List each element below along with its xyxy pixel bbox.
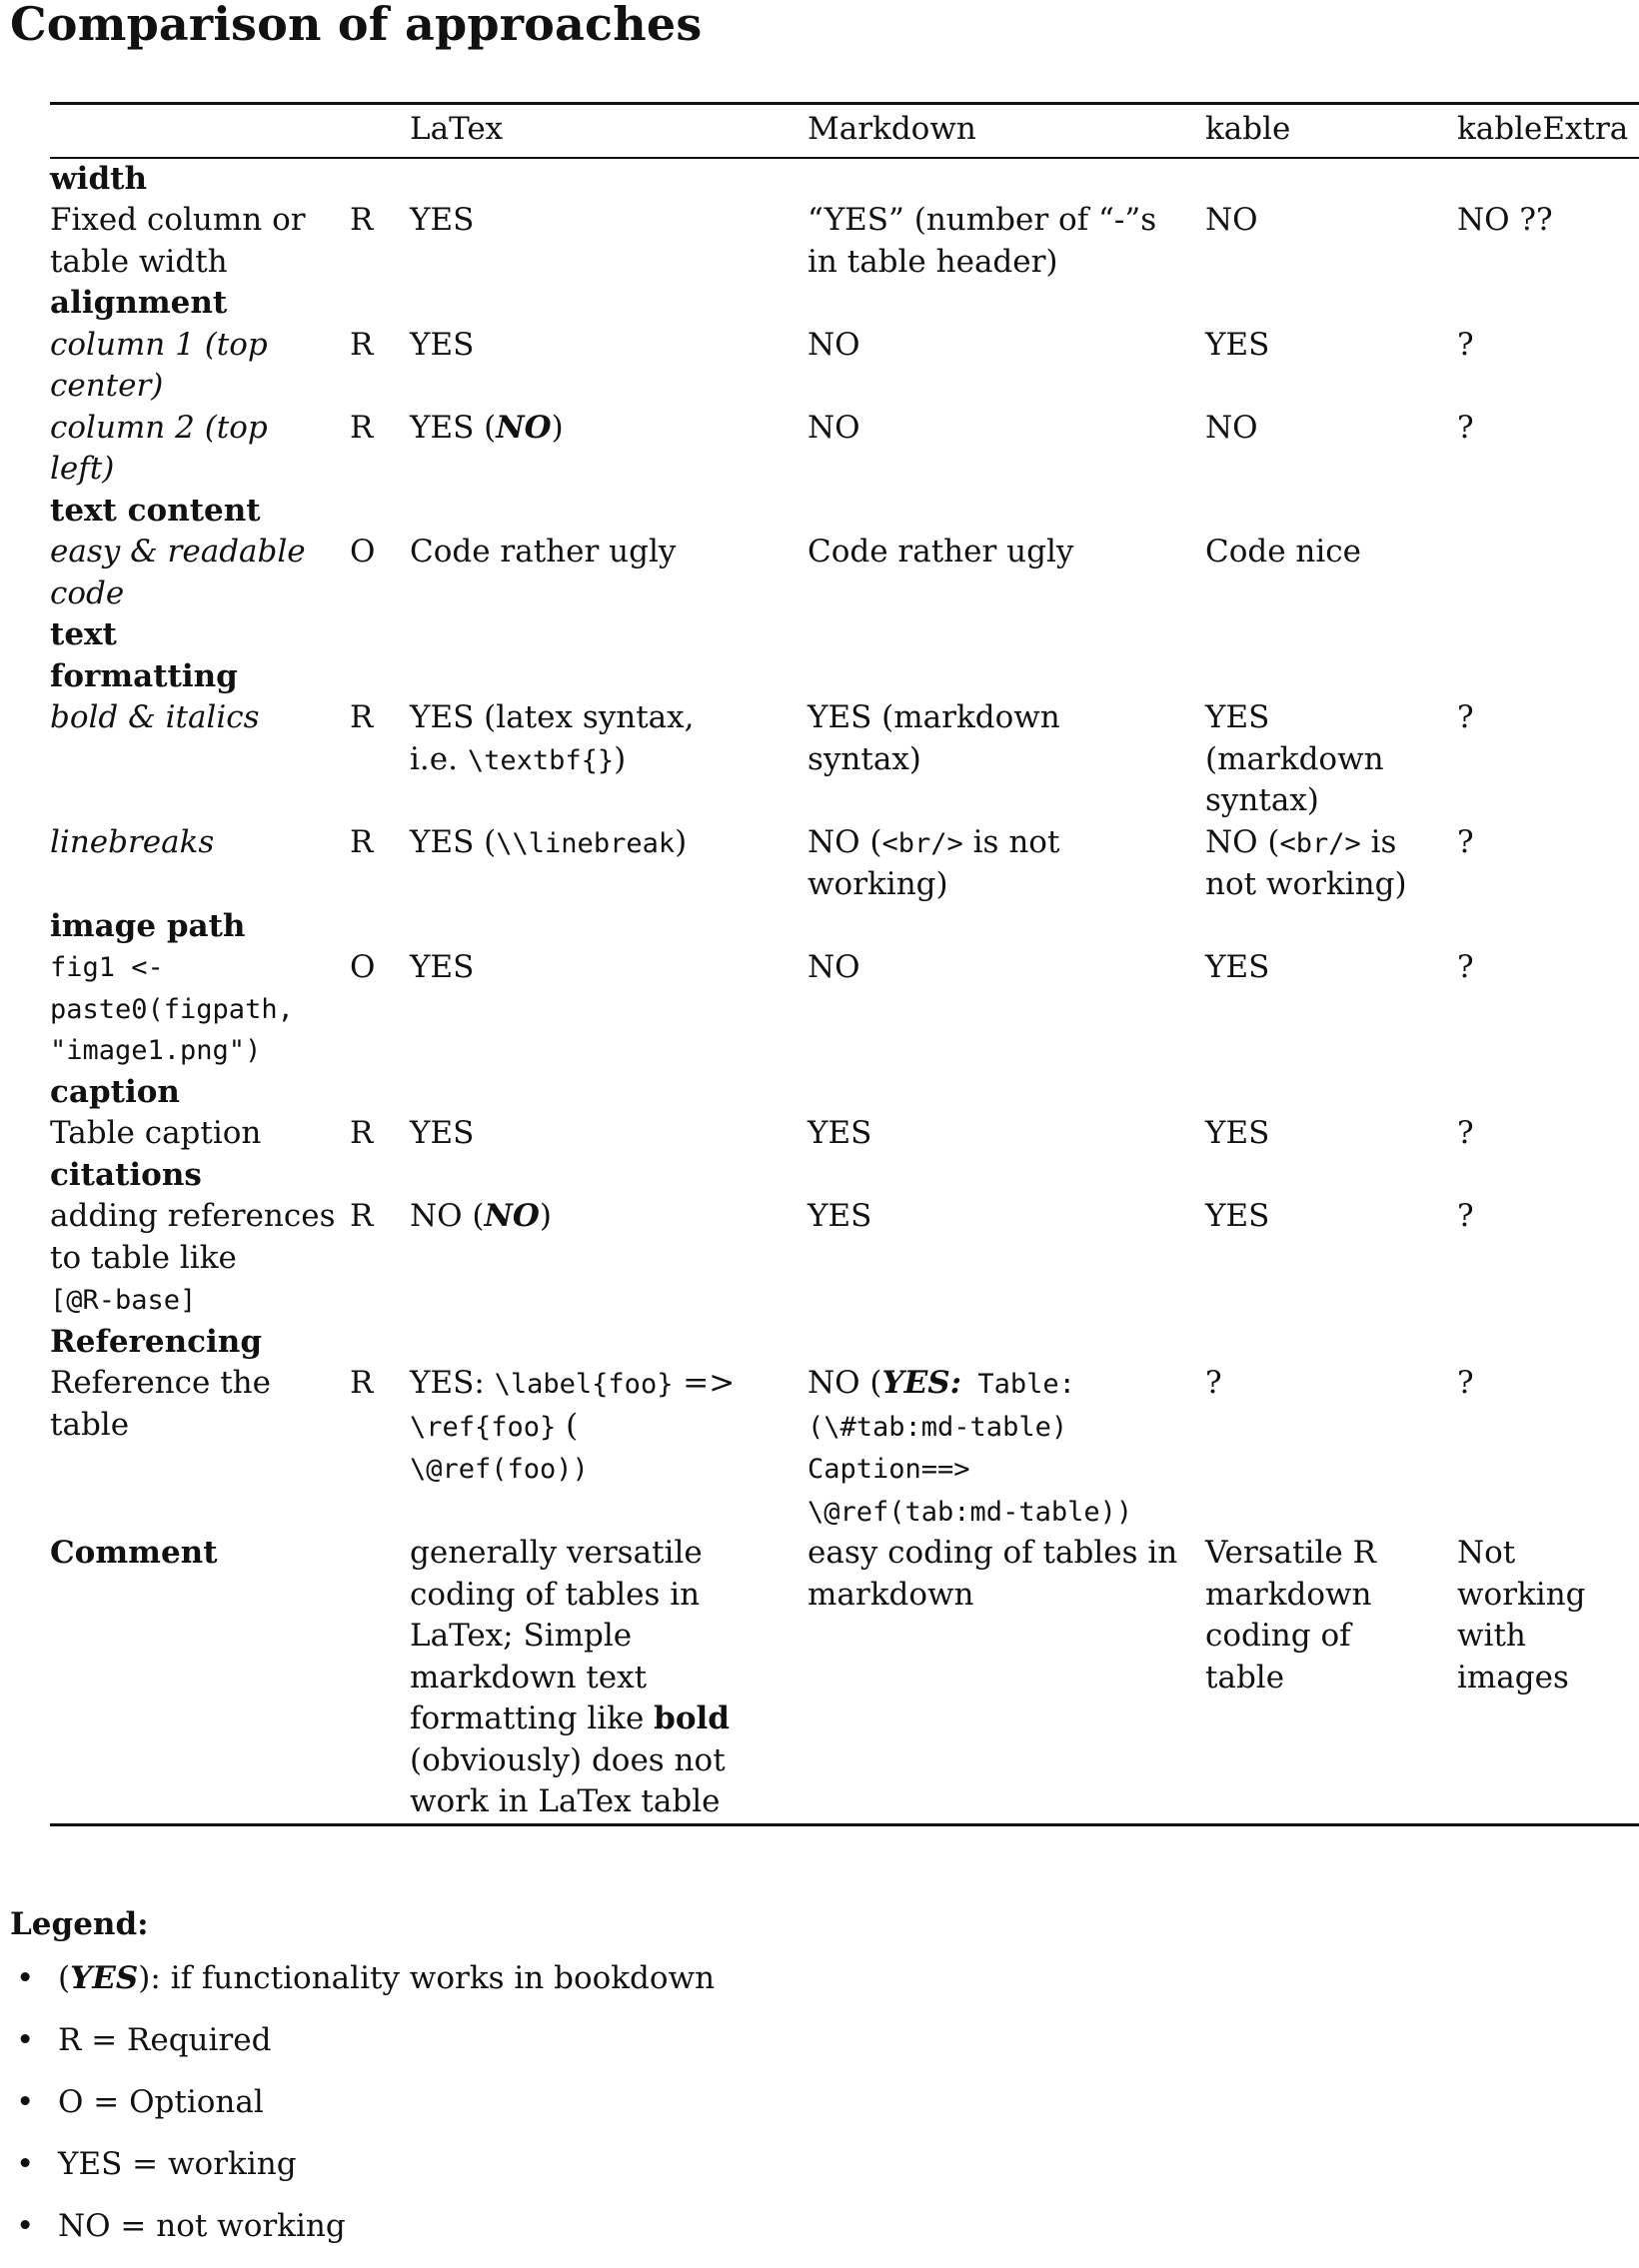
legend [10, 1904, 715, 2268]
section-label: Referencing [50, 1323, 263, 1360]
markdown-cell: NO (YES: Table: (\#tab:md-table) Caption==> \@ref(tab:md-table)) [808, 1365, 1133, 1528]
bullet-icon: • [16, 2084, 35, 2120]
requirement-cell: R [350, 202, 374, 238]
row-label: Table caption [50, 1115, 262, 1151]
markdown-cell: YES [808, 1198, 872, 1234]
requirement-cell: R [350, 1365, 374, 1401]
kableextra-cell [1457, 532, 1639, 614]
markdown-cell: NO [808, 949, 860, 985]
kableextra-cell: Not working with images [1457, 1535, 1586, 1696]
kableextra-cell: ? [1457, 823, 1474, 860]
markdown-cell: NO (<br/> is not working) [808, 823, 1060, 902]
kable-cell: YES (markdown syntax) [1205, 699, 1384, 818]
requirement-cell: O [350, 949, 376, 985]
section-label: citations [50, 1156, 202, 1193]
table-row-fixed-width [50, 200, 1639, 283]
table-row-references [50, 1196, 1639, 1322]
bullet-icon: • [16, 2022, 35, 2058]
legend-title: Legend: [10, 1906, 149, 1942]
markdown-cell: “YES” (number of “-”s in table header) [808, 202, 1157, 280]
section-label: Comment [50, 1535, 218, 1571]
table-row-bold-italics [50, 697, 1639, 822]
latex-cell: Code rather ugly [410, 534, 677, 569]
markdown-cell: YES (markdown syntax) [808, 699, 1060, 777]
requirement-cell: R [350, 1115, 374, 1151]
kable-cell: Versatile R markdown coding of table [1205, 1535, 1376, 1696]
row-label: column 2 (top left) [50, 409, 268, 487]
latex-cell: YES [410, 1115, 475, 1151]
header-latex: LaTex [410, 111, 504, 147]
table-row-readable-code [50, 532, 1639, 614]
kable-cell: NO [1205, 409, 1258, 446]
section-row-text-content [50, 491, 1639, 533]
comparison-table-wrapper [50, 102, 1629, 1826]
section-row-referencing [50, 1322, 1639, 1364]
kable-cell: ? [1205, 1365, 1222, 1401]
kableextra-cell: ? [1457, 949, 1474, 985]
section-label: text content [50, 492, 261, 529]
markdown-cell: NO [808, 326, 860, 363]
requirement-cell: R [350, 1198, 374, 1234]
kableextra-cell: ? [1457, 326, 1474, 363]
header-empty-1 [50, 104, 350, 158]
kableextra-cell: ? [1457, 1365, 1474, 1401]
kable-cell: NO [1205, 202, 1258, 238]
section-label: alignment [50, 285, 228, 321]
section-label: width [50, 160, 147, 197]
requirement-cell: R [350, 823, 374, 860]
row-label: fig1 <- paste0(figpath, "image1.png") [50, 952, 294, 1066]
latex-cell: NO (NO) [410, 1198, 552, 1234]
table-row-reference-table [50, 1363, 1639, 1533]
table-row-linebreaks [50, 822, 1639, 906]
legend-item: • R = Required [16, 2022, 272, 2058]
header-empty-2 [350, 104, 410, 158]
section-row-alignment [50, 283, 1639, 325]
markdown-cell: YES [808, 1115, 872, 1151]
latex-cell: YES: \label{foo} => \ref{foo} ( \@ref(foo)) [410, 1365, 736, 1485]
kableextra-cell: ? [1457, 699, 1474, 735]
row-label: adding references to table like [@R-base] [50, 1198, 336, 1316]
row-label: Reference the table [50, 1365, 271, 1443]
row-label: Fixed column or table width [50, 202, 306, 280]
page-title: Comparison of approaches [10, 0, 703, 51]
legend-list [10, 1958, 715, 2246]
section-row-width [50, 158, 1639, 201]
table-row-image-path [50, 947, 1639, 1072]
markdown-cell: easy coding of tables in markdown [808, 1535, 1178, 1613]
section-row-text-formatting [50, 614, 1639, 697]
legend-item: • (YES): if functionality works in bookdown [16, 1960, 716, 1996]
header-markdown: Markdown [808, 111, 976, 147]
section-label: caption [50, 1073, 180, 1110]
row-label: linebreaks [50, 823, 215, 860]
bullet-icon: • [16, 1960, 35, 1996]
bullet-icon: • [16, 2146, 35, 2182]
row-label: bold & italics [50, 699, 260, 735]
latex-cell: YES (\\linebreak) [410, 823, 688, 860]
section-label: text formatting [50, 616, 238, 694]
latex-cell: YES [410, 326, 475, 363]
table-row-comment [50, 1533, 1639, 1824]
kableextra-cell: ? [1457, 409, 1474, 446]
requirement-cell [350, 1533, 410, 1824]
markdown-cell: NO [808, 409, 860, 446]
header-kableextra: kableExtra [1457, 111, 1629, 147]
comparison-table [50, 102, 1639, 1826]
kable-cell: YES [1205, 1198, 1270, 1234]
kable-cell: YES [1205, 326, 1270, 363]
requirement-cell: R [350, 326, 374, 363]
latex-cell: YES [410, 949, 475, 985]
table-row-column-2 [50, 408, 1639, 491]
requirement-cell: R [350, 699, 374, 735]
row-label: easy & readable code [50, 534, 306, 611]
header-kable: kable [1205, 111, 1291, 147]
row-label: column 1 (top center) [50, 326, 268, 404]
latex-cell: YES (latex syntax, i.e. \textbf{}) [410, 699, 695, 777]
kableextra-cell: ? [1457, 1115, 1474, 1151]
legend-item: • O = Optional [16, 2084, 264, 2120]
kableextra-cell: ? [1457, 1198, 1474, 1234]
latex-cell: generally versatile coding of tables in LaTex; Simple markdown text formatting like bold (obviously) does not work in LaTex table [410, 1535, 730, 1819]
kable-cell: YES [1205, 1115, 1270, 1151]
section-row-image-path [50, 906, 1639, 948]
requirement-cell: O [350, 534, 376, 569]
section-row-citations [50, 1155, 1639, 1197]
requirement-cell: R [350, 409, 374, 446]
kable-cell: YES [1205, 949, 1270, 985]
kable-cell: Code nice [1205, 534, 1362, 569]
kable-cell: NO (<br/> is not working) [1205, 823, 1407, 902]
document [10, 0, 1629, 2267]
latex-cell: YES [410, 202, 475, 238]
section-row-caption [50, 1072, 1639, 1114]
table-header-row [50, 104, 1639, 158]
section-label: image path [50, 907, 246, 944]
markdown-cell: Code rather ugly [808, 534, 1074, 569]
legend-item: • YES = working [16, 2146, 297, 2182]
kableextra-cell: NO ?? [1457, 202, 1553, 238]
table-row-table-caption [50, 1113, 1639, 1155]
table-row-column-1 [50, 325, 1639, 408]
latex-cell: YES (NO) [410, 409, 564, 446]
legend-item: • NO = not working [16, 2208, 346, 2244]
bullet-icon: • [16, 2208, 35, 2244]
